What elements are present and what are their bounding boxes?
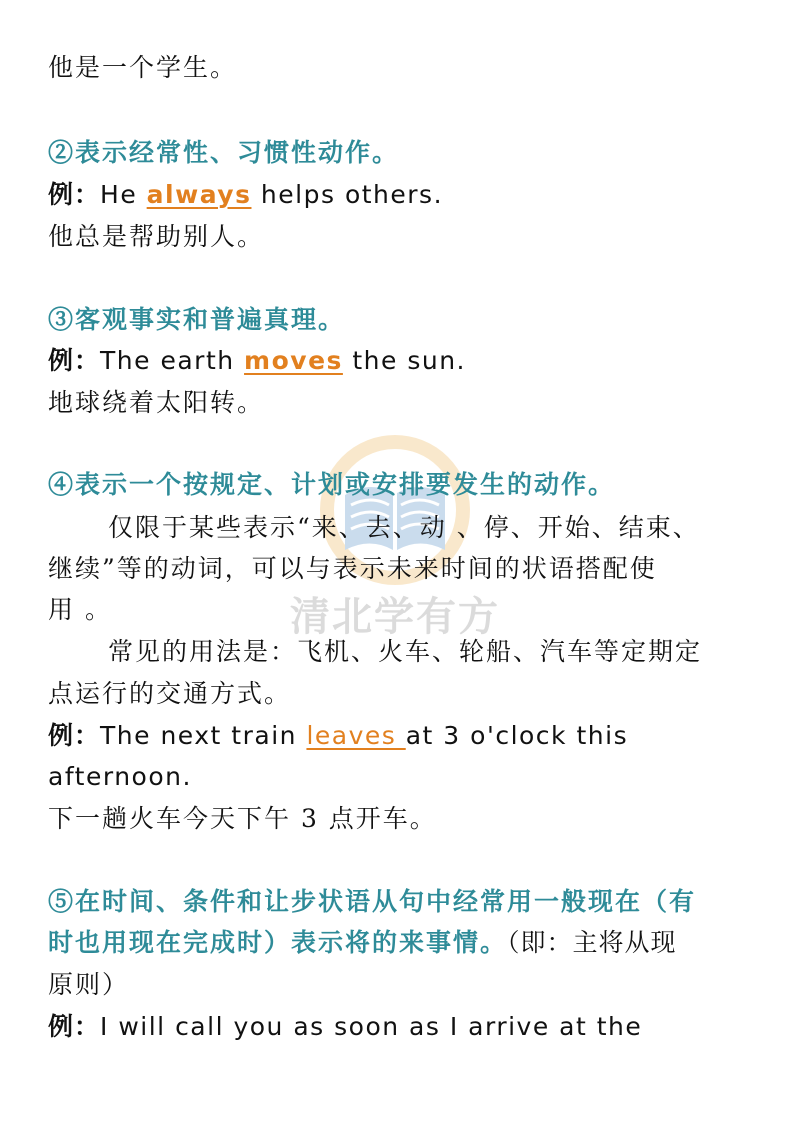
example-5 [48, 1007, 642, 1047]
example-label: 例： [48, 1012, 101, 1041]
paragraph-4-line-2: 继续”等的动词，可以与表示未来时间的状语搭配使 [48, 554, 657, 583]
section-heading-5-line-2 [48, 923, 677, 963]
example-text: I will call you as soon as I arrive at the [100, 1012, 643, 1041]
paragraph-4-line-5: 点运行的交通方式。 [48, 679, 292, 708]
section-heading-5-line-3: 原则） [48, 970, 130, 999]
example-text-pre: He [100, 180, 147, 209]
example-label: 例： [48, 721, 101, 750]
example-label: 例： [48, 346, 101, 375]
example-3-translation: 地球绕着太阳转。 [48, 388, 265, 417]
example-text-pre: The next train [100, 721, 307, 750]
highlight-word: always [146, 180, 252, 209]
highlight-word: leaves [306, 721, 406, 750]
paragraph-4-line-3: 用 。 [48, 595, 112, 624]
watermark-text: 清北学有方 [290, 594, 500, 640]
section-heading-5-line-1: ⑤在时间、条件和让步状语从句中经常用一般现在（有 [48, 887, 697, 916]
sentence-translation-1: 他是一个学生。 [48, 53, 238, 82]
heading-text: 时也用现在完成时）表示将的来事情。 [48, 928, 508, 957]
example-text-post: the sun. [342, 346, 466, 375]
example-2-translation: 他总是帮助别人。 [48, 222, 265, 251]
example-3 [48, 341, 466, 381]
example-4-continuation: afternoon. [48, 762, 192, 791]
example-2 [48, 175, 443, 215]
example-label: 例： [48, 180, 101, 209]
example-4 [48, 716, 628, 756]
paragraph-4-line-4: 常见的用法是：飞机、火车、轮船、汽车等定期定 [108, 637, 703, 666]
example-text-post: at 3 o'clock this [405, 721, 629, 750]
example-text-pre: The earth [100, 346, 245, 375]
example-text-post: helps others. [251, 180, 444, 209]
heading-note: （即：主将从现 [507, 928, 677, 957]
highlight-word: moves [244, 346, 343, 375]
section-heading-2: ②表示经常性、习惯性动作。 [48, 138, 400, 167]
section-heading-3: ③客观事实和普遍真理。 [48, 305, 346, 334]
paragraph-4-line-1: 仅限于某些表示“来、去、动 、停、开始、结束、 [108, 513, 700, 542]
section-heading-4: ④表示一个按规定、计划或安排要发生的动作。 [48, 470, 616, 499]
example-4-translation: 下一趟火车今天下午 3 点开车。 [48, 804, 437, 833]
